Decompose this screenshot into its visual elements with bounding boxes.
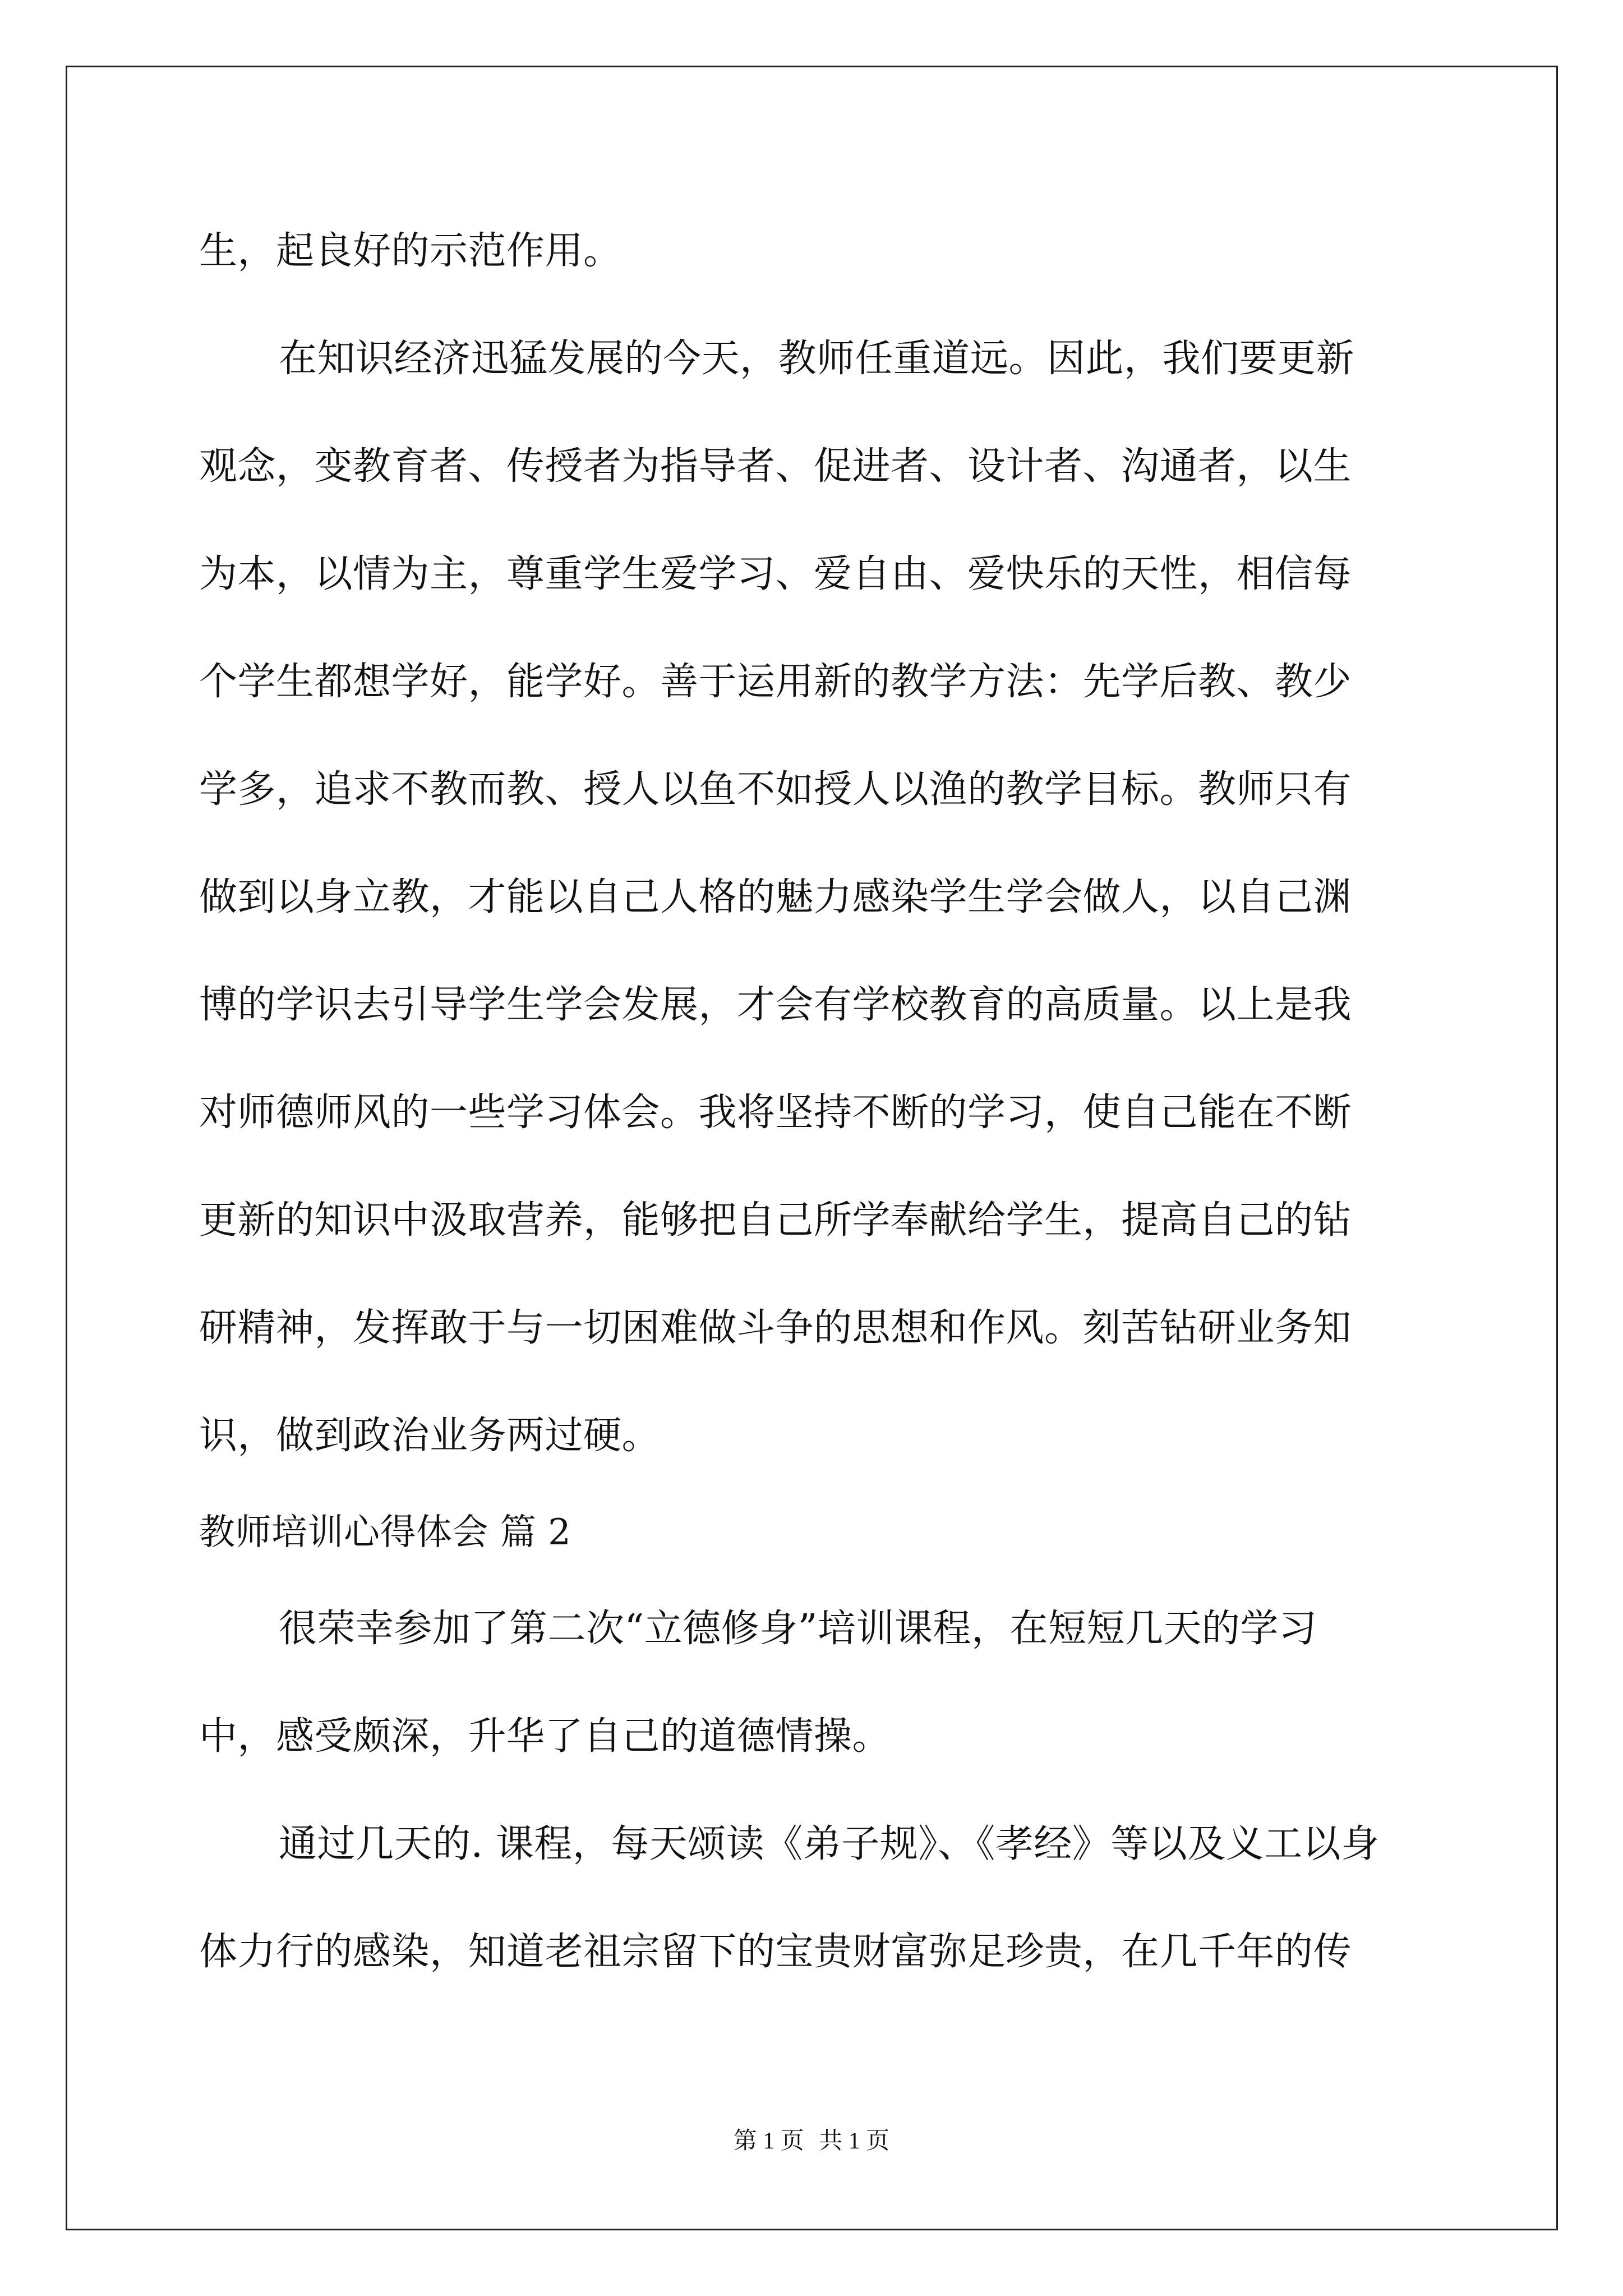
text-line: 为本，以情为主，尊重学生爱学习、爱自由、爱快乐的天性，相信每 <box>199 552 1352 596</box>
page-number-total: 共 1 页 <box>819 2128 890 2154</box>
text-line: 观念，变教育者、传授者为指导者、促进者、设计者、沟通者，以生 <box>199 444 1352 489</box>
text-line: 中，感受颇深，升华了自己的道德情操。 <box>199 1714 891 1759</box>
text-line: 识，做到政治业务两过硬。 <box>199 1414 661 1458</box>
text-line: 博的学识去引导学生学会发展，才会有学校教育的高质量。以上是我 <box>199 983 1352 1027</box>
text-line: 学多，追求不教而教、授人以鱼不如授人以渔的教学目标。教师只有 <box>199 767 1352 812</box>
text-line: 体力行的感染，知道老祖宗留下的宝贵财富弥足珍贵，在几千年的传 <box>199 1930 1352 1974</box>
text-line: 对师德师风的一些学习体会。我将坚持不断的学习，使自己能在不断 <box>199 1091 1352 1135</box>
text-line: 很荣幸参加了第二次“立德修身”培训课程，在短短几天的学习 <box>279 1607 1317 1651</box>
text-line: 做到以身立教，才能以自己人格的魅力感染学生学会做人，以自己渊 <box>199 875 1352 919</box>
text-line: 生，起良好的示范作用。 <box>199 229 622 273</box>
page-frame <box>66 66 1558 2230</box>
page-footer <box>0 2127 1623 2155</box>
text-line: 个学生都想学好，能学好。善于运用新的教学方法：先学后教、教少 <box>199 660 1352 704</box>
text-line: 通过几天的. 课程，每天颂读《弟子规》、《孝经》等以及义工以身 <box>279 1822 1380 1866</box>
text-line: 更新的知识中汲取营养，能够把自己所学奉献给学生，提高自己的钻 <box>199 1198 1352 1243</box>
page-number-current: 第 1 页 <box>733 2128 804 2154</box>
text-line: 研精神，发挥敢于与一切困难做斗争的思想和作风。刻苦钻研业务知 <box>199 1306 1352 1350</box>
text-line: 在知识经济迅猛发展的今天，教师任重道远。因此，我们要更新 <box>279 337 1355 381</box>
section-heading: 教师培训心得体会 篇 2 <box>199 1512 571 1553</box>
